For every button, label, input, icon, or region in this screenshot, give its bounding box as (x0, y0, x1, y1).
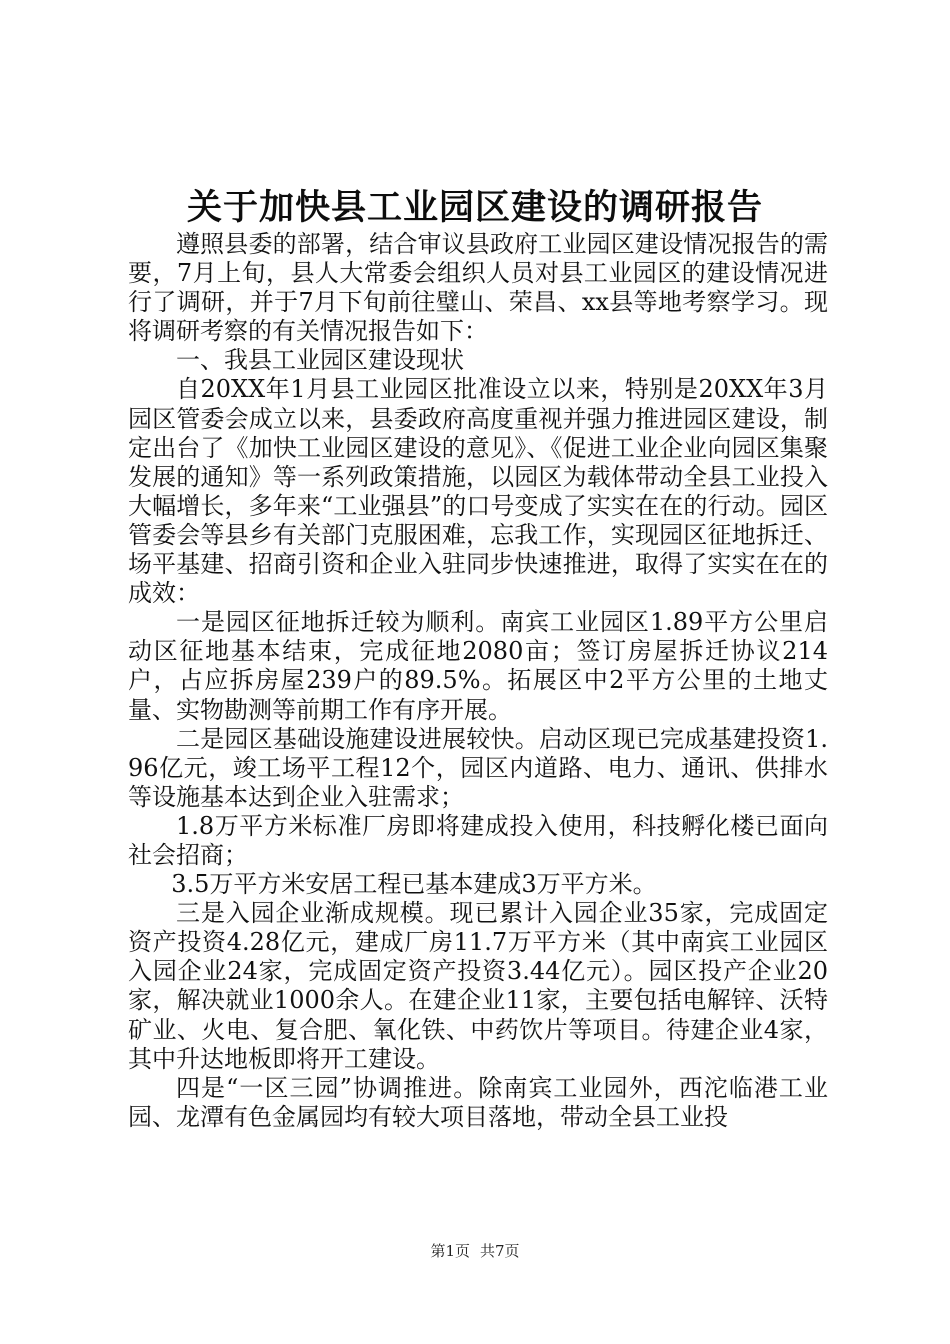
paragraph-point-one: 一是园区征地拆迁较为顺利。南宾工业园区1.89平方公里启动区征地基本结束，完成征地2080亩；签订房屋拆迁协议214户，占应拆房屋239户的89.5%。拓展区中2平方公里的土地丈量、实物勘测等前期工作有序开展。 (128, 608, 828, 724)
paragraph-point-two: 二是园区基础设施建设进展较快。启动区现已完成基建投资1.96亿元，竣工场平工程12个，园区内道路、电力、通讯、供排水等设施基本达到企业入驻需求； (128, 724, 828, 811)
document-body (128, 230, 828, 1132)
document-title: 关于加快县工业园区建设的调研报告 (186, 188, 763, 228)
paragraph-point-four: 四是“一区三园”协调推进。除南宾工业园外，西沱临港工业园、龙潭有色金属园均有较大项目落地，带动全县工业投 (128, 1073, 828, 1131)
section-heading: 一、我县工业园区建设现状 (176, 346, 464, 375)
paragraph-point-three: 三是入园企业渐成规模。现已累计入园企业35家，完成固定资产投资4.28亿元，建成厂房11.7万平方米（其中南宾工业园区入园企业24家，完成固定资产投资3.44亿元）。园区投产企业20家，解决就业1000余人。在建企业11家，主要包括电解锌、沃特矿业、火电、复合肥、氧化铁、中药饮片等项目。待建企业4家，其中升达地板即将开工建设。 (128, 899, 828, 1073)
paragraph-housing: 3.5万平方米安居工程已基本建成3万平方米。 (171, 870, 657, 899)
paragraph-status: 自20XX年1月县工业园区批准设立以来，特别是20XX年3月园区管委会成立以来，县委政府高度重视并强力推进园区建设，制定出台了《加快工业园区建设的意见》、《促进工业企业向园区集聚发展的通知》等一系列政策措施，以园区为载体带动全县工业投入大幅增长，多年来“工业强县”的口号变成了实实在在的行动。园区管委会等县乡有关部门克服困难，忘我工作，实现园区征地拆迁、场平基建、招商引资和企业入驻同步快速推进，取得了实实在在的成效： (128, 375, 828, 608)
page-total: 共7页 (480, 1242, 520, 1260)
page-number: 第1页 (430, 1242, 470, 1260)
page-footer (0, 1241, 950, 1261)
paragraph-factory: 1.8万平方米标准厂房即将建成投入使用，科技孵化楼已面向社会招商； (128, 811, 828, 869)
paragraph-intro: 遵照县委的部署，结合审议县政府工业园区建设情况报告的需要，7月上旬，县人大常委会组织人员对县工业园区的建设情况进行了调研，并于7月下旬前往璧山、荣昌、xx县等地考察学习。现将调研考察的有关情况报告如下： (128, 230, 828, 346)
